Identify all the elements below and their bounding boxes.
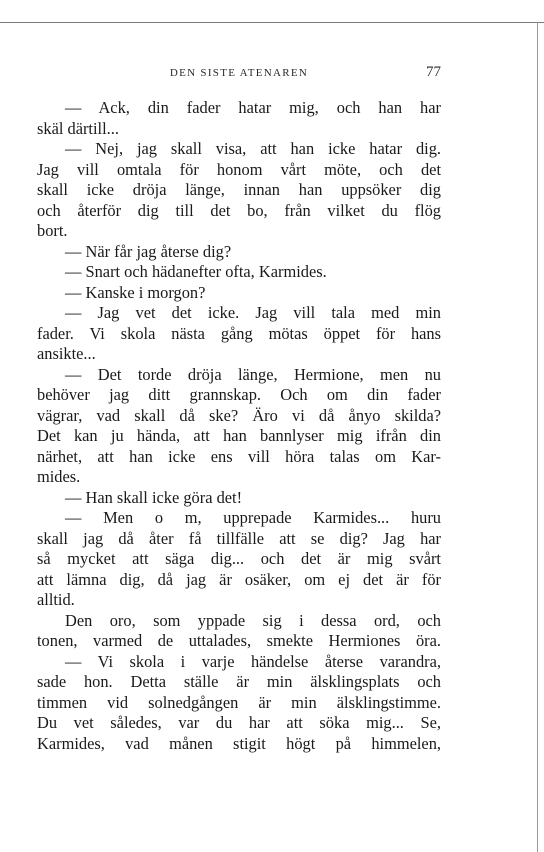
text-line: skall icke dröja länge, innan han uppsöker dig — [37, 180, 441, 199]
page-right-edge — [537, 22, 538, 852]
text-line: — Han skall icke göra det! — [65, 487, 243, 507]
text-line: timmen vid solnedgången är min älsklingstimme. — [37, 692, 441, 712]
text-line: Karmides, vad månen stigit högt på himmelen, — [37, 733, 441, 753]
text-line: så mycket att säga dig... och det är mig svårt — [37, 549, 441, 568]
text-line: behöver jag ditt grannskap. Och om din fader — [37, 385, 441, 404]
running-header — [37, 64, 441, 84]
text-line: — Kanske i morgon? — [65, 282, 206, 302]
text-line: vägrar, vad skall då ske? Äro vi då ånyo skilda? — [37, 405, 441, 425]
text-line: fader. Vi skola nästa gång mötas öppet för hans — [37, 323, 441, 343]
page-number: 77 — [426, 64, 441, 80]
page-top-rule — [0, 22, 544, 23]
text-line: och återför dig till det bo, från vilket du flög — [37, 200, 441, 220]
text-line: — Jag vet det icke. Jag vill tala med min — [65, 303, 441, 322]
text-line: att lämna dig, då jag är osäker, om ej det är för — [37, 569, 441, 589]
text-line: — Ack, din fader hatar mig, och han har — [65, 98, 441, 117]
text-line: — Snart och hädanefter ofta, Karmides. — [65, 262, 327, 281]
text-line: skäl därtill... — [37, 118, 119, 138]
text-line: sade hon. Detta ställe är min älsklingsplats och — [37, 672, 441, 691]
text-line: — Men o m, upprepade Karmides... huru — [65, 508, 441, 527]
text-line: — När får jag återse dig? — [65, 241, 232, 261]
text-line: Jag vill omtala för honom vårt möte, och det — [37, 159, 441, 179]
text-line: bort. — [37, 221, 68, 240]
text-line: Du vet således, var du har att söka mig... Se, — [37, 713, 441, 732]
text-line: Den oro, som yppade sig i dessa ord, och — [65, 610, 441, 630]
text-line: skall jag då åter få tillfälle att se dig? Jag har — [37, 528, 441, 548]
text-line: — Vi skola i varje händelse återse varandra, — [65, 651, 441, 671]
text-line: — Det torde dröja länge, Hermione, men nu — [65, 364, 441, 384]
text-line: Det kan ju hända, att han bannlyser mig ifrån din — [37, 426, 441, 445]
body-text — [37, 98, 441, 754]
text-line: tonen, varmed de uttalades, smekte Hermiones öra. — [37, 631, 441, 650]
text-line: närhet, att han icke ens vill höra talas om Kar- — [37, 446, 441, 466]
text-line: ansikte... — [37, 344, 96, 363]
text-line: alltid. — [37, 590, 75, 609]
running-title: DEN SISTE ATENAREN — [169, 67, 309, 79]
text-line: mides. — [37, 467, 81, 486]
text-line: — Nej, jag skall visa, att han icke hatar dig. — [65, 139, 441, 158]
